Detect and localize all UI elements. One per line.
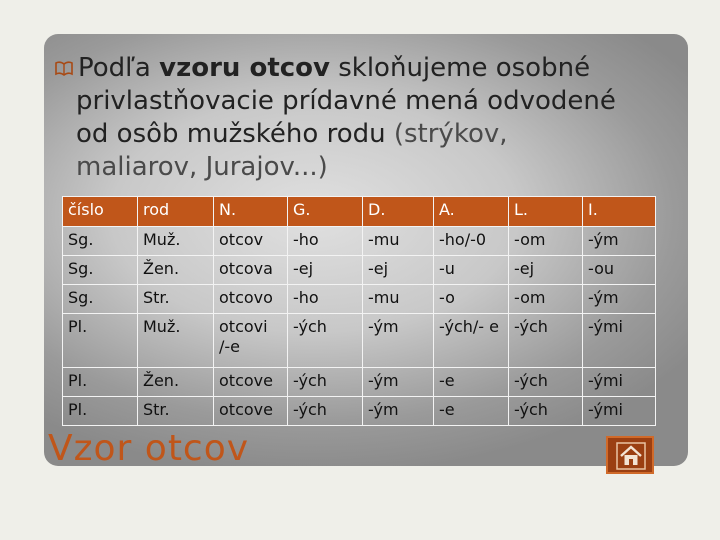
table-cell: Sg. bbox=[63, 285, 138, 314]
table-cell: -ej bbox=[363, 256, 434, 285]
table-cell: -e bbox=[434, 397, 509, 426]
table-row bbox=[63, 227, 656, 256]
table-cell: -ými bbox=[583, 397, 656, 426]
table-row bbox=[63, 256, 656, 285]
table-cell: Pl. bbox=[63, 368, 138, 397]
table-cell: -ho bbox=[288, 227, 363, 256]
table-cell: Sg. bbox=[63, 256, 138, 285]
table-cell: otcov bbox=[214, 227, 288, 256]
table-cell: Pl. bbox=[63, 314, 138, 368]
table-cell: Str. bbox=[138, 397, 214, 426]
table-cell: -om bbox=[509, 227, 583, 256]
table-cell: -ho bbox=[288, 285, 363, 314]
table-row bbox=[63, 368, 656, 397]
home-button[interactable] bbox=[606, 436, 654, 474]
table-cell: -e bbox=[434, 368, 509, 397]
table-header-cell: rod bbox=[138, 197, 214, 227]
table-cell: Muž. bbox=[138, 227, 214, 256]
table-cell: -mu bbox=[363, 227, 434, 256]
heading-line-4: maliarov, Jurajov...) bbox=[76, 152, 328, 182]
table-cell: -ými bbox=[583, 314, 656, 368]
table-cell: -ých bbox=[509, 397, 583, 426]
table-cell: -ých bbox=[288, 368, 363, 397]
table-cell: -ho/-0 bbox=[434, 227, 509, 256]
table-cell: Muž. bbox=[138, 314, 214, 368]
table-cell: otcovo bbox=[214, 285, 288, 314]
table-row bbox=[63, 285, 656, 314]
declension-table bbox=[62, 196, 656, 426]
table-cell: -ej bbox=[288, 256, 363, 285]
heading-text-1b: skloňujeme osobné bbox=[329, 53, 591, 83]
table-cell: -ej bbox=[509, 256, 583, 285]
table-cell: otcova bbox=[214, 256, 288, 285]
heading-text-1a: Podľa bbox=[78, 53, 160, 83]
table-cell: Žen. bbox=[138, 256, 214, 285]
table-cell: -ým bbox=[363, 397, 434, 426]
table-cell: otcovi /-e bbox=[214, 314, 288, 368]
table-cell: -o bbox=[434, 285, 509, 314]
table-cell: Pl. bbox=[63, 397, 138, 426]
table-cell: otcove bbox=[214, 368, 288, 397]
table-header-cell: L. bbox=[509, 197, 583, 227]
table-row bbox=[63, 314, 656, 368]
table-header-cell: A. bbox=[434, 197, 509, 227]
table-cell: -ých bbox=[288, 314, 363, 368]
heading-example-1: (strýkov, bbox=[393, 119, 508, 149]
table-cell: -ým bbox=[583, 285, 656, 314]
table-cell: -ou bbox=[583, 256, 656, 285]
table-header-cell: číslo bbox=[63, 197, 138, 227]
heading-text-3a: od osôb mužského rodu bbox=[76, 119, 394, 149]
heading-paragraph bbox=[54, 52, 674, 184]
table-header-cell: G. bbox=[288, 197, 363, 227]
slide-title: Vzor otcov bbox=[48, 428, 250, 469]
table-cell: -ých bbox=[509, 314, 583, 368]
heading-line-1 bbox=[54, 52, 674, 85]
table-cell: Sg. bbox=[63, 227, 138, 256]
declension-table-body bbox=[63, 197, 656, 426]
table-cell: -ých/- e bbox=[434, 314, 509, 368]
table-cell: -mu bbox=[363, 285, 434, 314]
heading-line-2: privlastňovacie prídavné mená odvodené bbox=[76, 86, 616, 116]
table-cell: -ým bbox=[363, 314, 434, 368]
book-bullet-icon bbox=[54, 54, 74, 74]
table-cell: -ých bbox=[509, 368, 583, 397]
heading-line-3 bbox=[54, 118, 674, 151]
table-cell: -ým bbox=[583, 227, 656, 256]
table-cell: otcove bbox=[214, 397, 288, 426]
table-row bbox=[63, 397, 656, 426]
home-icon bbox=[616, 442, 646, 470]
table-cell: Žen. bbox=[138, 368, 214, 397]
table-header-cell: N. bbox=[214, 197, 288, 227]
table-header-cell: D. bbox=[363, 197, 434, 227]
table-cell: -ých bbox=[288, 397, 363, 426]
table-cell: -u bbox=[434, 256, 509, 285]
table-cell: -om bbox=[509, 285, 583, 314]
table-cell: -ými bbox=[583, 368, 656, 397]
table-header-cell: I. bbox=[583, 197, 656, 227]
heading-bold-pattern: vzoru otcov bbox=[159, 53, 330, 83]
table-cell: -ým bbox=[363, 368, 434, 397]
table-header-row bbox=[63, 197, 656, 227]
table-cell: Str. bbox=[138, 285, 214, 314]
